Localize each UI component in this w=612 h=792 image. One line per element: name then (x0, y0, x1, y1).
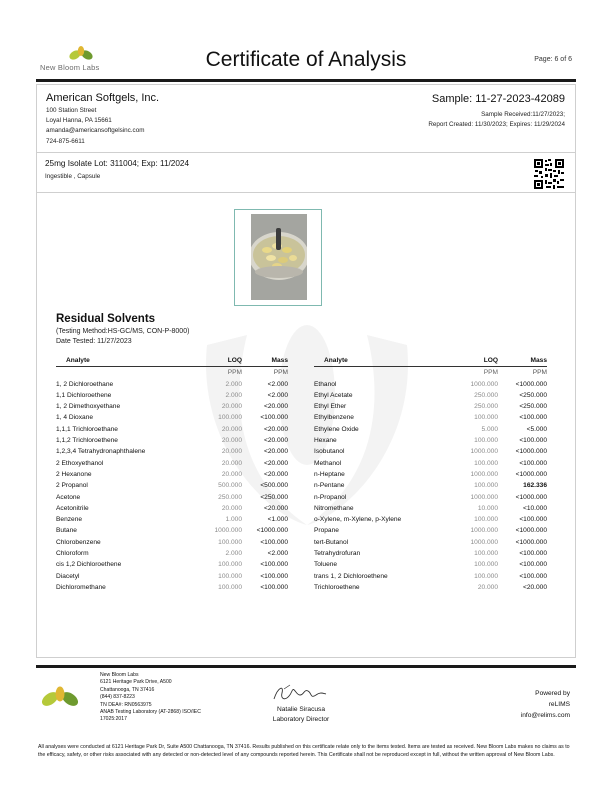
loq-cell: 100.000 (474, 459, 498, 467)
analyte-cell: 1, 2 Dichloroethane (56, 380, 114, 388)
loq-cell: 20.000 (221, 403, 242, 411)
loq-cell: 250.000 (218, 493, 242, 501)
analyte-cell: cis 1,2 Dichloroethene (56, 561, 122, 569)
client-city: Loyal Hanna, PA 15661 (46, 117, 112, 124)
loq-cell: 1000.000 (470, 448, 498, 456)
table-header-row (56, 355, 288, 367)
mass-cell: 162.336 (523, 482, 547, 490)
loq-cell: 100.000 (474, 572, 498, 580)
table-row (314, 424, 547, 435)
mass-cell: <2.000 (267, 391, 288, 399)
product-name: 25mg Isolate Lot: 311004; Exp: 11/2024 (45, 159, 189, 168)
mass-cell: <100.000 (519, 459, 547, 467)
analyte-header: Analyte (56, 355, 196, 367)
loq-cell: 100.000 (218, 414, 242, 422)
mass-cell: <1000.000 (515, 470, 547, 478)
table-row (314, 469, 547, 480)
mass-cell: <2.000 (267, 380, 288, 388)
analyte-cell: Propane (314, 527, 339, 535)
mass-cell: <250.000 (519, 391, 547, 399)
loq-cell: 1000.000 (470, 538, 498, 546)
qr-code-icon[interactable] (533, 158, 565, 190)
lab-line: (844) 837-8223 (100, 694, 135, 701)
analyte-cell: Ethylbenzene (314, 414, 354, 422)
analyte-cell: 1,1,2 Trichloroethene (56, 437, 118, 445)
mass-cell: <100.000 (519, 516, 547, 524)
analyte-cell: trans 1, 2 Dichloroethene (314, 572, 388, 580)
table-row (314, 559, 547, 570)
loq-cell: 500.000 (218, 482, 242, 490)
analyte-cell: 1,1 Dichloroethene (56, 391, 112, 399)
table-row (56, 537, 288, 548)
report-dates: Report Created: 11/30/2023; Expires: 11/29/2024 (428, 121, 565, 128)
table-header-row (314, 355, 547, 367)
analyte-cell: Hexane (314, 437, 337, 445)
lab-line: ANAB Testing Laboratory (AT-2868) ISO/IEC (100, 709, 201, 716)
analyte-cell: Ethyl Acetate (314, 391, 353, 399)
loq-cell: 1000.000 (470, 493, 498, 501)
table-row (314, 412, 547, 423)
loq-cell: 100.000 (474, 482, 498, 490)
mass-cell: <20.000 (263, 448, 288, 456)
table-row (56, 424, 288, 435)
mass-unit: PPM (273, 369, 288, 377)
relims-email[interactable]: info@relims.com (520, 712, 570, 719)
mass-cell: <20.000 (263, 504, 288, 512)
document-title: Certificate of Analysis (205, 48, 407, 71)
loq-cell: 1000.000 (470, 470, 498, 478)
mass-cell: <2.000 (267, 550, 288, 558)
analyte-cell: tert-Butanol (314, 538, 349, 546)
analyte-cell: Tetrahydrofuran (314, 550, 361, 558)
mass-cell: <10.000 (522, 504, 547, 512)
mass-cell: <100.000 (260, 414, 288, 422)
analyte-cell: Toluene (314, 561, 338, 569)
loq-cell: 100.000 (474, 414, 498, 422)
unit-row (56, 367, 288, 379)
loq-cell: 20.000 (221, 448, 242, 456)
loq-cell: 250.000 (474, 403, 498, 411)
mass-cell: <20.000 (263, 403, 288, 411)
disclaimer-text: All analyses were conducted at 6121 Heritage Park Dr, Suite A500 Chattanooga, TN 37416. Results published on this certificate relate only to the items tested. Items are tested as received. New Bloom Labs makes no claims as to the efficacy, safety, or other risks associated with any detected or non-detected level of any compounds reported herein. This Certificate shall not be reproduced except in full, without the written approval of New Bloom Labs. (38, 744, 570, 758)
mass-cell: <250.000 (519, 403, 547, 411)
analyte-cell: Ethylene Oxide (314, 425, 359, 433)
client-info-box (37, 85, 575, 153)
analyte-cell: Ethanol (314, 380, 337, 388)
analyte-cell: n-Heptane (314, 470, 345, 478)
table-row (56, 446, 288, 457)
table-row (314, 571, 547, 582)
sample-photo (251, 214, 307, 300)
analyte-cell: 2 Ethoxyethanol (56, 459, 104, 467)
mass-cell: <100.000 (519, 414, 547, 422)
mass-cell: <1000.000 (515, 380, 547, 388)
analyte-cell: Dichloromethane (56, 583, 106, 591)
loq-cell: 2.000 (225, 391, 242, 399)
mass-cell: <100.000 (519, 561, 547, 569)
analyte-cell: Trichloroethene (314, 583, 360, 591)
loq-cell: 100.000 (218, 572, 242, 580)
table-row (56, 401, 288, 412)
analyte-header: Analyte (314, 355, 444, 367)
table-row (56, 582, 288, 593)
mass-cell: <20.000 (263, 459, 288, 467)
mass-cell: <100.000 (519, 550, 547, 558)
analyte-cell: 1, 4 Dioxane (56, 414, 94, 422)
loq-cell: 1.000 (225, 516, 242, 524)
table-row (314, 458, 547, 469)
testing-method: (Testing Method:HS-GC/MS, CON-P-8000) (56, 328, 190, 335)
table-row (56, 525, 288, 536)
page-number: Page: 6 of 6 (534, 56, 572, 63)
table-row (56, 548, 288, 559)
director-signature (270, 683, 330, 705)
footer-divider (36, 665, 576, 668)
analyte-cell: Ethyl Ether (314, 403, 347, 411)
analyte-cell: n-Pentane (314, 482, 345, 490)
table-row (314, 379, 547, 390)
table-row (314, 548, 547, 559)
table-row (56, 469, 288, 480)
analyte-cell: Nitromethane (314, 504, 354, 512)
loq-cell: 1000.000 (470, 527, 498, 535)
table-row (56, 492, 288, 503)
table-row (314, 514, 547, 525)
table-row (314, 446, 547, 457)
footer-logo-icon (40, 685, 80, 709)
analyte-cell: Acetone (56, 493, 81, 501)
mass-cell: <20.000 (263, 470, 288, 478)
table-row (314, 435, 547, 446)
loq-unit: PPM (483, 369, 498, 377)
loq-cell: 1000.000 (470, 380, 498, 388)
loq-header: LOQ (196, 355, 242, 367)
loq-cell: 100.000 (474, 550, 498, 558)
loq-header: LOQ (444, 355, 498, 367)
lab-line: 6121 Heritage Park Drive, A500 (100, 679, 172, 686)
table-row (56, 435, 288, 446)
loq-cell: 20.000 (221, 425, 242, 433)
loq-cell: 20.000 (477, 583, 498, 591)
analyte-cell: Butane (56, 527, 77, 535)
lab-line: New Bloom Labs (100, 672, 139, 678)
table-row (56, 559, 288, 570)
director-title: Laboratory Director (272, 716, 330, 723)
loq-cell: 1000.000 (214, 527, 242, 535)
header-divider (36, 79, 576, 82)
loq-cell: 250.000 (474, 391, 498, 399)
client-email: amanda@americansoftgelsinc.com (46, 127, 145, 134)
mass-cell: <1000.000 (515, 538, 547, 546)
mass-header: Mass (242, 355, 288, 367)
report-body (36, 84, 576, 658)
analyte-cell: Acetonitrile (56, 504, 89, 512)
loq-cell: 2.000 (225, 550, 242, 558)
loq-cell: 100.000 (218, 561, 242, 569)
mass-cell: <20.000 (263, 425, 288, 433)
table-row (56, 480, 288, 491)
analyte-cell: n-Propanol (314, 493, 347, 501)
mass-cell: <500.000 (260, 482, 288, 490)
mass-cell: <100.000 (519, 572, 547, 580)
analyte-cell: Diacetyl (56, 572, 80, 580)
sample-id: Sample: 11-27-2023-42089 (431, 93, 565, 105)
mass-cell: <100.000 (260, 561, 288, 569)
table-row (56, 503, 288, 514)
table-row (314, 537, 547, 548)
analyte-cell: 1, 2 Dimethoxyethane (56, 403, 121, 411)
loq-unit: PPM (227, 369, 242, 377)
lab-line: TN DEA#: RN0563975 (100, 701, 152, 708)
director-name: Natalie Siracusa (276, 706, 325, 713)
mass-cell: <100.000 (260, 583, 288, 591)
table-row (314, 582, 547, 593)
powered-by: Powered by (535, 690, 570, 697)
report-header (36, 40, 576, 78)
loq-cell: 100.000 (218, 538, 242, 546)
mass-cell: <20.000 (263, 437, 288, 445)
table-row (314, 480, 547, 491)
mass-header: Mass (498, 355, 547, 367)
mass-cell: <100.000 (519, 437, 547, 445)
mass-cell: <1000.000 (256, 527, 288, 535)
sample-received: Sample Received:11/27/2023; (481, 111, 565, 118)
table-row (56, 412, 288, 423)
loq-cell: 20.000 (221, 504, 242, 512)
analyte-cell: 1,2,3,4 Tetrahydronaphthalene (56, 448, 146, 456)
lab-line: Chattanooga, TN 37416 (100, 686, 155, 693)
loq-cell: 10.000 (477, 504, 498, 512)
client-street: 100 Station Street (46, 107, 97, 114)
mass-cell: <5.000 (526, 425, 547, 433)
table-row (56, 379, 288, 390)
loq-cell: 100.000 (474, 437, 498, 445)
loq-cell: 100.000 (218, 583, 242, 591)
analyte-cell: o-Xylene, m-Xylene, p-Xylene (314, 516, 402, 524)
mass-cell: <1000.000 (515, 448, 547, 456)
table-row (56, 571, 288, 582)
relims-name: reLIMS (548, 701, 570, 708)
mass-cell: <20.000 (522, 583, 547, 591)
analyte-cell: 2 Hexanone (56, 470, 92, 478)
unit-row (314, 367, 547, 379)
capsule-dish-image (251, 214, 307, 300)
mass-cell: <1000.000 (515, 493, 547, 501)
loq-cell: 20.000 (221, 459, 242, 467)
table-row (314, 492, 547, 503)
analyte-cell: Methanol (314, 459, 342, 467)
section-title: Residual Solvents (56, 313, 156, 325)
loq-cell: 20.000 (221, 437, 242, 445)
table-row (314, 525, 547, 536)
table-row (314, 503, 547, 514)
table-row (56, 458, 288, 469)
solvents-table-right (314, 355, 547, 593)
table-row (314, 390, 547, 401)
loq-cell: 20.000 (221, 470, 242, 478)
lab-address-block (100, 672, 201, 724)
client-name: American Softgels, Inc. (46, 92, 160, 104)
analyte-cell: Chlorobenzene (56, 538, 101, 546)
product-info-box (37, 153, 575, 193)
mass-cell: <1.000 (267, 516, 288, 524)
lab-line: 17025:2017 (100, 716, 127, 723)
analyte-cell: 2 Propanol (56, 482, 88, 490)
product-type: Ingestible , Capsule (45, 173, 101, 180)
table-row (56, 514, 288, 525)
analyte-cell: Benzene (56, 516, 83, 524)
mass-cell: <100.000 (260, 572, 288, 580)
loq-cell: 2.000 (225, 380, 242, 388)
analyte-cell: Chloroform (56, 550, 89, 558)
mass-cell: <250.000 (260, 493, 288, 501)
solvents-table-left (56, 355, 288, 593)
loq-cell: 100.000 (474, 516, 498, 524)
loq-cell: 5.000 (481, 425, 498, 433)
mass-cell: <100.000 (260, 538, 288, 546)
lab-logo-text: New Bloom Labs (40, 63, 100, 72)
loq-cell: 100.000 (474, 561, 498, 569)
analyte-cell: Isobutanol (314, 448, 345, 456)
table-row (314, 401, 547, 412)
table-row (56, 390, 288, 401)
analyte-cell: 1,1,1 Trichloroethane (56, 425, 118, 433)
client-phone: 724-875-6611 (46, 138, 85, 145)
mass-cell: <1000.000 (515, 527, 547, 535)
mass-unit: PPM (532, 369, 547, 377)
date-tested: Date Tested: 11/27/2023 (56, 338, 132, 345)
sample-photo-frame (234, 209, 322, 306)
